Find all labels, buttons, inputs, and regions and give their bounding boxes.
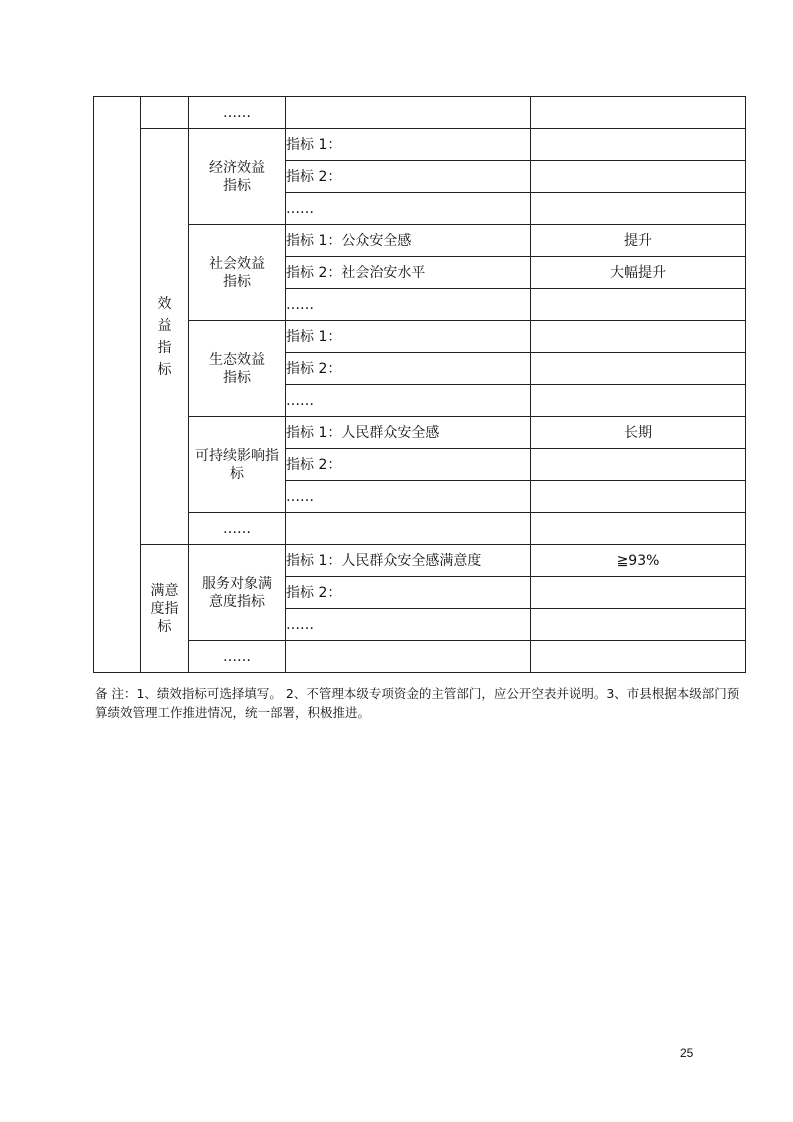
indicator-cell: 指标 2： [286,353,531,385]
value-cell [531,321,746,353]
footnote: 备 注：1、绩效指标可选择填写。 2、不管理本级专项资金的主管部门，应公开空表并说明。3、市县根据本级部门预算绩效管理工作推进情况，统一部署，积极推进。 [95,686,740,720]
performance-indicator-table [93,96,746,673]
indicator-cell: 指标 1： [286,321,531,353]
third-level-ellipsis: …… [189,97,286,129]
indicator-cell: 指标 1： [286,129,531,161]
satisfaction-indicator-label: 满意度指标 [141,545,189,673]
indicator-cell: 指标 2：社会治安水平 [286,257,531,289]
value-cell: 长期 [531,417,746,449]
value-cell [531,129,746,161]
indicator-cell [286,97,531,129]
table-row [94,225,746,257]
effect-indicator-label: 效益指标 [141,129,189,545]
indicator-cell: …… [286,385,531,417]
indicator-cell: …… [286,289,531,321]
value-cell [531,385,746,417]
value-cell: 提升 [531,225,746,257]
table-row [94,129,746,161]
value-cell [531,193,746,225]
table-row [94,513,746,545]
value-cell [531,97,746,129]
value-cell [531,513,746,545]
value-cell [531,577,746,609]
indicator-cell: …… [286,481,531,513]
table-row [94,417,746,449]
value-cell [531,481,746,513]
value-cell [531,641,746,673]
table-row [94,545,746,577]
indicator-cell: 指标 1：公众安全感 [286,225,531,257]
value-cell: 大幅提升 [531,257,746,289]
table-row [94,641,746,673]
value-cell [531,609,746,641]
indicator-cell [286,641,531,673]
value-cell [531,161,746,193]
ecological-benefit-label: 生态效益指标 [189,321,286,417]
indicator-cell: 指标 2： [286,449,531,481]
indicator-cell: …… [286,609,531,641]
indicator-cell [286,513,531,545]
indicator-cell: 指标 1：人民群众安全感 [286,417,531,449]
effect-ellipsis: …… [189,513,286,545]
indicator-cell: 指标 1：人民群众安全感满意度 [286,545,531,577]
service-satisfaction-label: 服务对象满意度指标 [189,545,286,641]
indicator-cell: 指标 2： [286,577,531,609]
value-cell: ≧93% [531,545,746,577]
sustainable-impact-label: 可持续影响指标 [189,417,286,513]
value-cell [531,353,746,385]
value-cell [531,449,746,481]
table-row [94,321,746,353]
table-row [94,97,746,129]
page-number: 25 [680,1046,694,1060]
indicator-cell: 指标 2： [286,161,531,193]
second-level-cell [141,97,189,129]
social-benefit-label: 社会效益指标 [189,225,286,321]
value-cell [531,289,746,321]
indicator-cell: …… [286,193,531,225]
satisfaction-ellipsis: …… [189,641,286,673]
economic-benefit-label: 经济效益指标 [189,129,286,225]
first-level-column [94,97,141,673]
